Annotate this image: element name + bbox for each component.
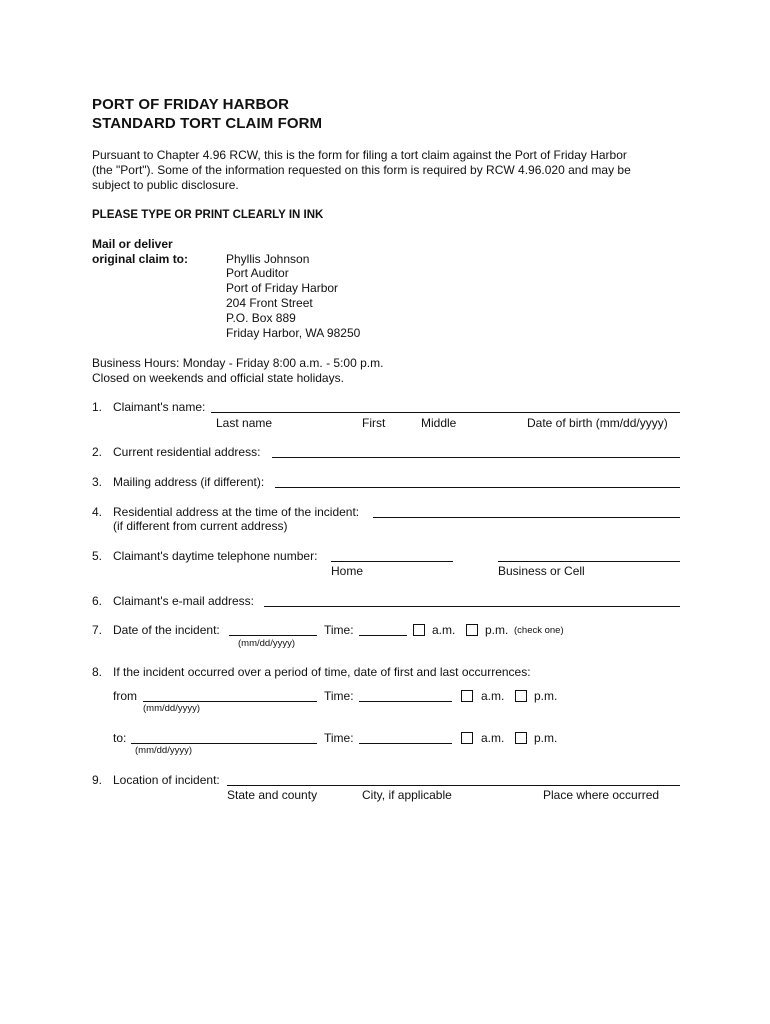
business-hours: Business Hours: Monday - Friday 8:00 a.m. - 5:00 p.m. — [92, 356, 384, 370]
am-label: a.m. — [432, 623, 456, 637]
claimant-name-field[interactable] — [211, 412, 680, 413]
incident-date-field[interactable] — [229, 635, 317, 636]
q2-label: Current residential address: — [113, 445, 261, 459]
pm-label: p.m. — [485, 623, 509, 637]
from-am-checkbox[interactable] — [461, 690, 473, 702]
q4-caption: (if different from current address) — [113, 519, 288, 533]
mail-label-1: Mail or deliver — [92, 237, 173, 251]
q3-number: 3. — [92, 475, 103, 489]
incident-time-field[interactable] — [359, 635, 407, 636]
am-checkbox[interactable] — [413, 624, 425, 636]
q6-number: 6. — [92, 594, 103, 608]
to-am-label: a.m. — [481, 731, 505, 745]
home-caption: Home — [331, 564, 364, 578]
email-field[interactable] — [264, 606, 680, 607]
print-notice: PLEASE TYPE OR PRINT CLEARLY IN INK — [92, 209, 324, 221]
from-time-label: Time: — [324, 689, 354, 703]
to-label: to: — [113, 731, 127, 745]
incident-address-field[interactable] — [373, 517, 680, 518]
place-caption: Place where occurred — [543, 788, 660, 802]
to-date-format-hint: (mm/dd/yyyy) — [135, 745, 192, 756]
q1-label: Claimant's name: — [113, 400, 206, 414]
q3-label: Mailing address (if different): — [113, 475, 265, 489]
middle-name-caption: Middle — [421, 416, 457, 430]
to-date-field[interactable] — [131, 743, 317, 744]
q8-label: If the incident occurred over a period of time, date of first and last occurrences: — [113, 665, 531, 679]
q7-time-label: Time: — [324, 623, 354, 637]
city-caption: City, if applicable — [362, 788, 452, 802]
intro-line-2: (the "Port"). Some of the information requested on this form is required by RCW 4.96.020 and may be — [92, 163, 631, 177]
form-title-line-2: STANDARD TORT CLAIM FORM — [92, 115, 323, 132]
address-line: Port of Friday Harbor — [226, 281, 339, 295]
q7-number: 7. — [92, 623, 103, 637]
q1-number: 1. — [92, 400, 103, 414]
check-one-note: (check one) — [514, 625, 564, 636]
to-time-label: Time: — [324, 731, 354, 745]
mailing-address-field[interactable] — [275, 487, 680, 488]
business-phone-field[interactable] — [498, 561, 680, 562]
date-format-hint: (mm/dd/yyyy) — [238, 638, 295, 649]
from-am-label: a.m. — [481, 689, 505, 703]
closed-notice: Closed on weekends and official state holidays. — [92, 371, 344, 385]
q6-label: Claimant's e-mail address: — [113, 594, 255, 608]
from-pm-checkbox[interactable] — [515, 690, 527, 702]
residential-address-field[interactable] — [272, 457, 680, 458]
q5-number: 5. — [92, 549, 103, 563]
q7-label: Date of the incident: — [113, 623, 220, 637]
from-time-field[interactable] — [359, 701, 452, 702]
from-date-format-hint: (mm/dd/yyyy) — [143, 703, 200, 714]
to-pm-checkbox[interactable] — [515, 732, 527, 744]
q9-number: 9. — [92, 773, 103, 787]
pm-checkbox[interactable] — [466, 624, 478, 636]
q4-number: 4. — [92, 505, 103, 519]
q2-number: 2. — [92, 445, 103, 459]
from-pm-label: p.m. — [534, 689, 558, 703]
address-line: Phyllis Johnson — [226, 252, 310, 266]
from-label: from — [113, 689, 137, 703]
home-phone-field[interactable] — [331, 561, 453, 562]
dob-caption: Date of birth (mm/dd/yyyy) — [527, 416, 668, 430]
to-am-checkbox[interactable] — [461, 732, 473, 744]
business-caption: Business or Cell — [498, 564, 585, 578]
q5-label: Claimant's daytime telephone number: — [113, 549, 318, 563]
address-line: P.O. Box 889 — [226, 311, 296, 325]
to-time-field[interactable] — [359, 743, 452, 744]
address-line: Port Auditor — [226, 266, 289, 280]
mail-label-2: original claim to: — [92, 252, 189, 266]
state-county-caption: State and county — [227, 788, 318, 802]
from-date-field[interactable] — [143, 701, 317, 702]
incident-location-field[interactable] — [227, 785, 680, 786]
q9-label: Location of incident: — [113, 773, 220, 787]
first-name-caption: First — [362, 416, 386, 430]
intro-line-1: Pursuant to Chapter 4.96 RCW, this is the form for filing a tort claim against the Port of Friday Harbor — [92, 148, 627, 162]
form-title-line-1: PORT OF FRIDAY HARBOR — [92, 96, 290, 113]
last-name-caption: Last name — [216, 416, 273, 430]
q4-label: Residential address at the time of the incident: — [113, 505, 360, 519]
to-pm-label: p.m. — [534, 731, 558, 745]
q8-number: 8. — [92, 665, 103, 679]
intro-line-3: subject to public disclosure. — [92, 178, 239, 192]
address-line: 204 Front Street — [226, 296, 313, 310]
address-line: Friday Harbor, WA 98250 — [226, 326, 361, 340]
